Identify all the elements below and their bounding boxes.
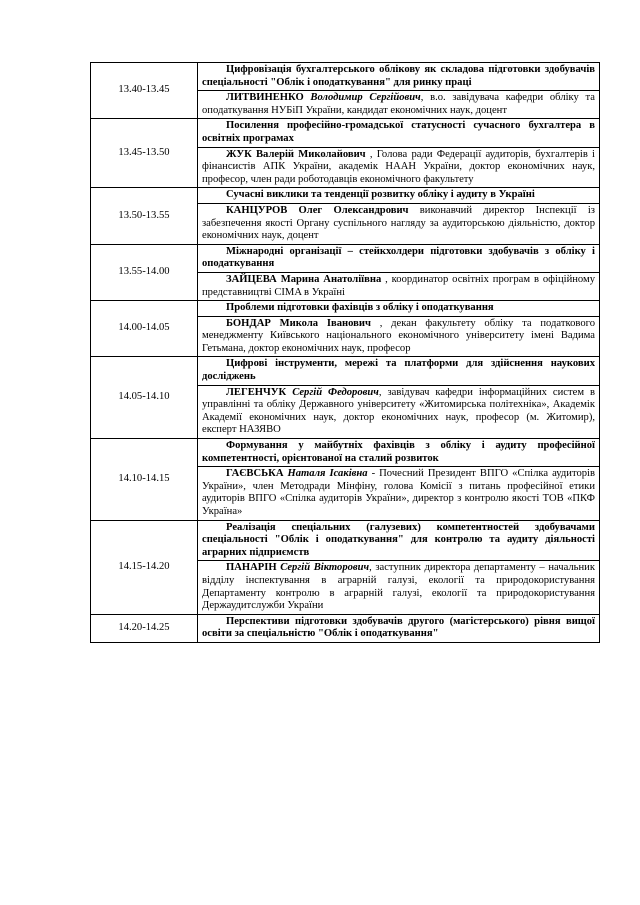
speaker-patronymic: Володимир Сергійович	[310, 92, 421, 104]
session-title-row	[91, 357, 600, 385]
speaker-details: , заступник директора департаменту – начальник відділу інспектування в аграрній галузі, екології та природокористування Департаменту контролю в аграрній галузі, екології та природокористування Держаудитслужби України	[202, 562, 595, 612]
session-time: 14.05-14.10	[91, 357, 198, 439]
speaker-name: ЖУК Валерій Миколайович	[226, 148, 366, 160]
session-title: Цифровізація бухгалтерського облікову як складова підготовки здобувачів спеціальності "Облік і оподаткування" для ринку праці	[198, 63, 600, 91]
speaker-details: виконавчий директор Інспекції із забезпечення якості Органу суспільного нагляду за аудиторською діяльністю, доктор економічних наук, доцент	[202, 204, 595, 242]
session-title: Міжнародні організації – стейкхолдери підготовки здобувачів з обліку і оподаткування	[198, 244, 600, 272]
session-time: 14.15-14.20	[91, 520, 198, 614]
speaker-name: ГАЄВСЬКА	[226, 468, 284, 480]
program-table	[90, 62, 600, 643]
speaker-info	[198, 561, 600, 614]
speaker-patronymic: Сергій Федорович	[292, 386, 379, 398]
session-title: Посилення професійно-громадської статусності сучасного бухгалтера в освітніх програмах	[198, 119, 600, 147]
session-title: Формування у майбутніх фахівців з обліку і аудиту професійної компетентності, орієнтованої на сталий розвиток	[198, 439, 600, 467]
speaker-details: , в.о. завідувача кафедри обліку та оподаткування НУБіП України, кандидат економічних наук, доцент	[202, 92, 595, 116]
session-title: Реалізація спеціальних (галузевих) компетентностей здобувачами спеціальності "Облік і оподаткування" для контролю та аудиту діяльності аграрних підприємств	[198, 520, 600, 561]
session-title-row	[91, 119, 600, 147]
speaker-name: КАНЦУРОВ Олег Олександрович	[226, 204, 409, 216]
speaker-name: БОНДАР Микола Іванович	[226, 317, 371, 329]
speaker-details: , декан факультету обліку та податкового менеджменту Київського національного економічного університету імені Вадима Гетьмана, доктор економічних наук, професор	[202, 317, 596, 354]
speaker-info	[198, 316, 600, 357]
session-time: 13.50-13.55	[91, 188, 198, 244]
speaker-name: ЛИТВИНЕНКО	[226, 92, 304, 104]
speaker-patronymic: Наталя Ісаківна	[287, 468, 368, 480]
session-title-row	[91, 188, 600, 204]
speaker-name: ЗАЙЦЕВА Марина Анатоліївна	[226, 273, 382, 285]
program-body	[91, 63, 600, 643]
speaker-info	[198, 147, 600, 188]
speaker-info	[198, 272, 600, 300]
speaker-details: , координатор освітніх програм в офіційному представництві CIMA в Україні	[202, 273, 596, 298]
speaker-name: ПАНАРІН	[226, 562, 277, 574]
session-title-row	[91, 439, 600, 467]
session-title: Цифрові інструменти, мережі та платформи для здійснення наукових досліджень	[198, 357, 600, 385]
speaker-info	[198, 203, 600, 244]
session-time: 13.45-13.50	[91, 119, 198, 188]
speaker-name: ЛЕГЕНЧУК	[226, 386, 287, 398]
session-title: Проблеми підготовки фахівців з обліку і оподаткування	[198, 301, 600, 317]
session-title-row	[91, 63, 600, 91]
session-title: Сучасні виклики та тенденції розвитку обліку і аудиту в Україні	[198, 188, 600, 204]
session-title-row	[91, 301, 600, 317]
session-time: 14.00-14.05	[91, 301, 198, 357]
session-title-row	[91, 614, 600, 642]
session-title: Перспективи підготовки здобувачів другого (магістерського) рівня вищої освіти за спеціальністю "Облік і оподаткування"	[198, 614, 600, 642]
session-time: 13.40-13.45	[91, 63, 198, 119]
session-time: 14.10-14.15	[91, 439, 198, 521]
speaker-details: - Почесний Президент ВПГО «Спілка аудиторів України», член Методради Мінфіну, голова Комісії з питань професійної етики аудиторів ВПГО «Спілка аудиторів України», директор з контролю якості ТОВ «ПКФ Україна»	[202, 468, 595, 517]
session-time: 14.20-14.25	[91, 614, 198, 642]
speaker-info	[198, 91, 600, 119]
session-title-row	[91, 244, 600, 272]
session-time: 13.55-14.00	[91, 244, 198, 300]
speaker-patronymic: Сергій Вікторович	[280, 562, 370, 574]
speaker-info	[198, 385, 600, 438]
session-title-row	[91, 520, 600, 561]
speaker-details: , Голова ради Федерації аудиторів, бухгалтерів і фінансистів АПК України, академік НААН України, доктор економічних наук, професор, член ради роботодавців економічного факультету	[202, 148, 595, 185]
speaker-details: , завідувач кафедри інформаційних систем в управлінні та обліку Державного університету «Житомирська політехніка», Академік Академії економічних наук, доктор економічних наук, професор (м. Житомир), експерт НАЗЯВО	[202, 386, 596, 436]
speaker-info	[198, 467, 600, 520]
